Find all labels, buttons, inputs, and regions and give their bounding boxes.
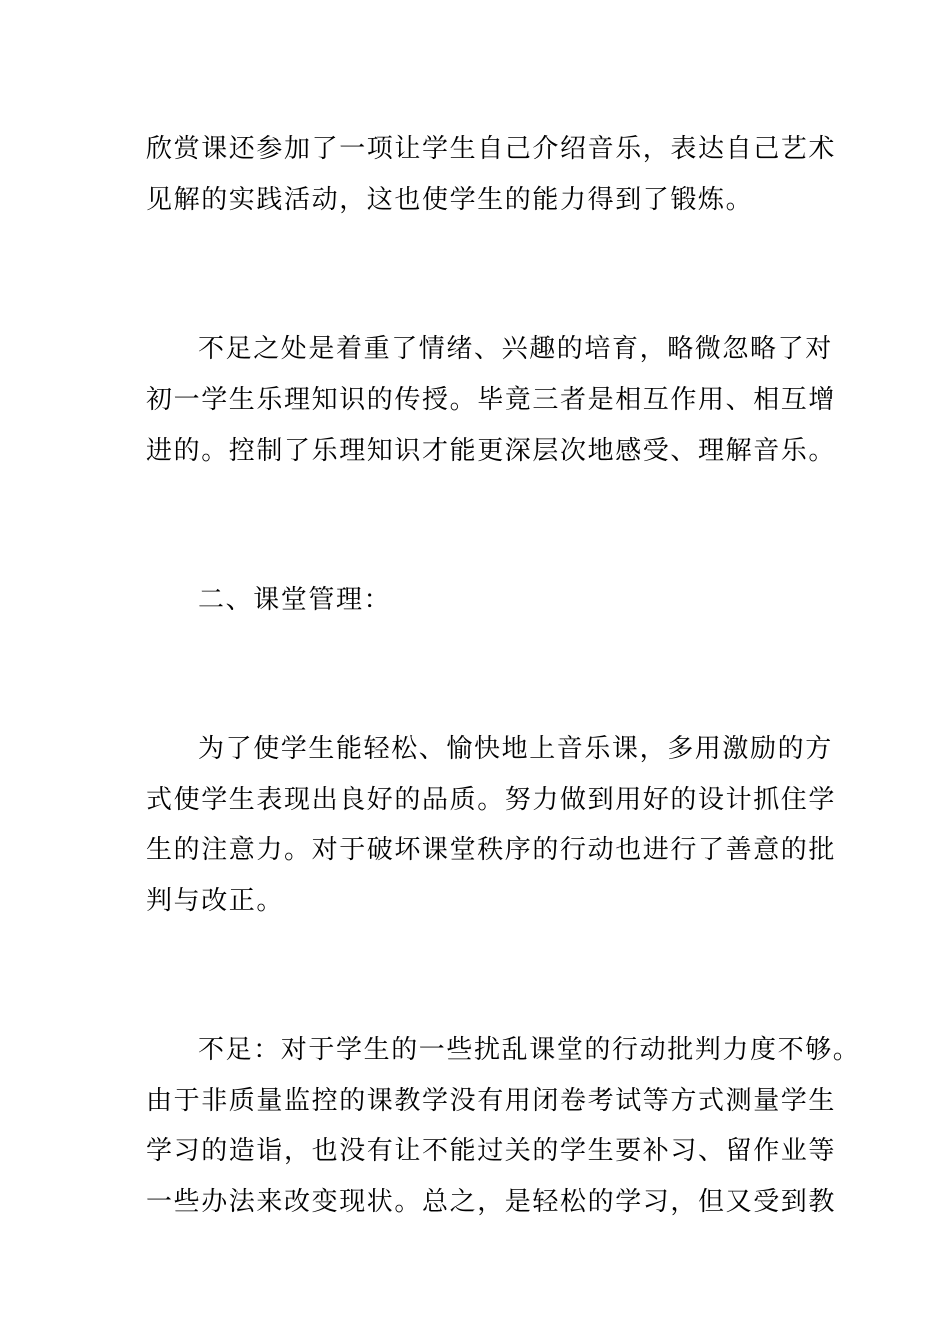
paragraph-3-line-4: 判与改正。 [146, 886, 285, 916]
paragraph-1-line-2: 见解的实践活动，这也使学生的能力得到了锻炼。 [146, 185, 754, 215]
paragraph-3-line-3: 生的注意力。对于破坏课堂秩序的行动也进行了善意的批 [146, 835, 837, 865]
paragraph-2-line-2: 初一学生乐理知识的传授。毕竟三者是相互作用、相互增 [146, 385, 837, 415]
paragraph-4-line-1: 不足：对于学生的一些扰乱课堂的行动批判力度不够。 [198, 1035, 861, 1065]
paragraph-2-line-1: 不足之处是着重了情绪、兴趣的培育，略微忽略了对 [198, 334, 833, 364]
paragraph-3-line-1: 为了使学生能轻松、愉快地上音乐课，多用激励的方 [198, 734, 833, 764]
paragraph-4-line-4: 一些办法来改变现状。总之，是轻松的学习，但又受到教 [146, 1187, 837, 1217]
paragraph-4-line-3: 学习的造诣，也没有让不能过关的学生要补习、留作业等 [146, 1136, 837, 1166]
paragraph-3-line-2: 式使学生表现出良好的品质。努力做到用好的设计抓住学 [146, 785, 837, 815]
paragraph-4-line-2: 由于非质量监控的课教学没有用闭卷考试等方式测量学生 [146, 1086, 837, 1116]
paragraph-2-line-3: 进的。控制了乐理知识才能更深层次地感受、理解音乐。 [146, 436, 837, 466]
section-heading: 二、课堂管理： [198, 585, 392, 615]
paragraph-1-line-1: 欣赏课还参加了一项让学生自己介绍音乐，表达自己艺术 [146, 134, 837, 164]
